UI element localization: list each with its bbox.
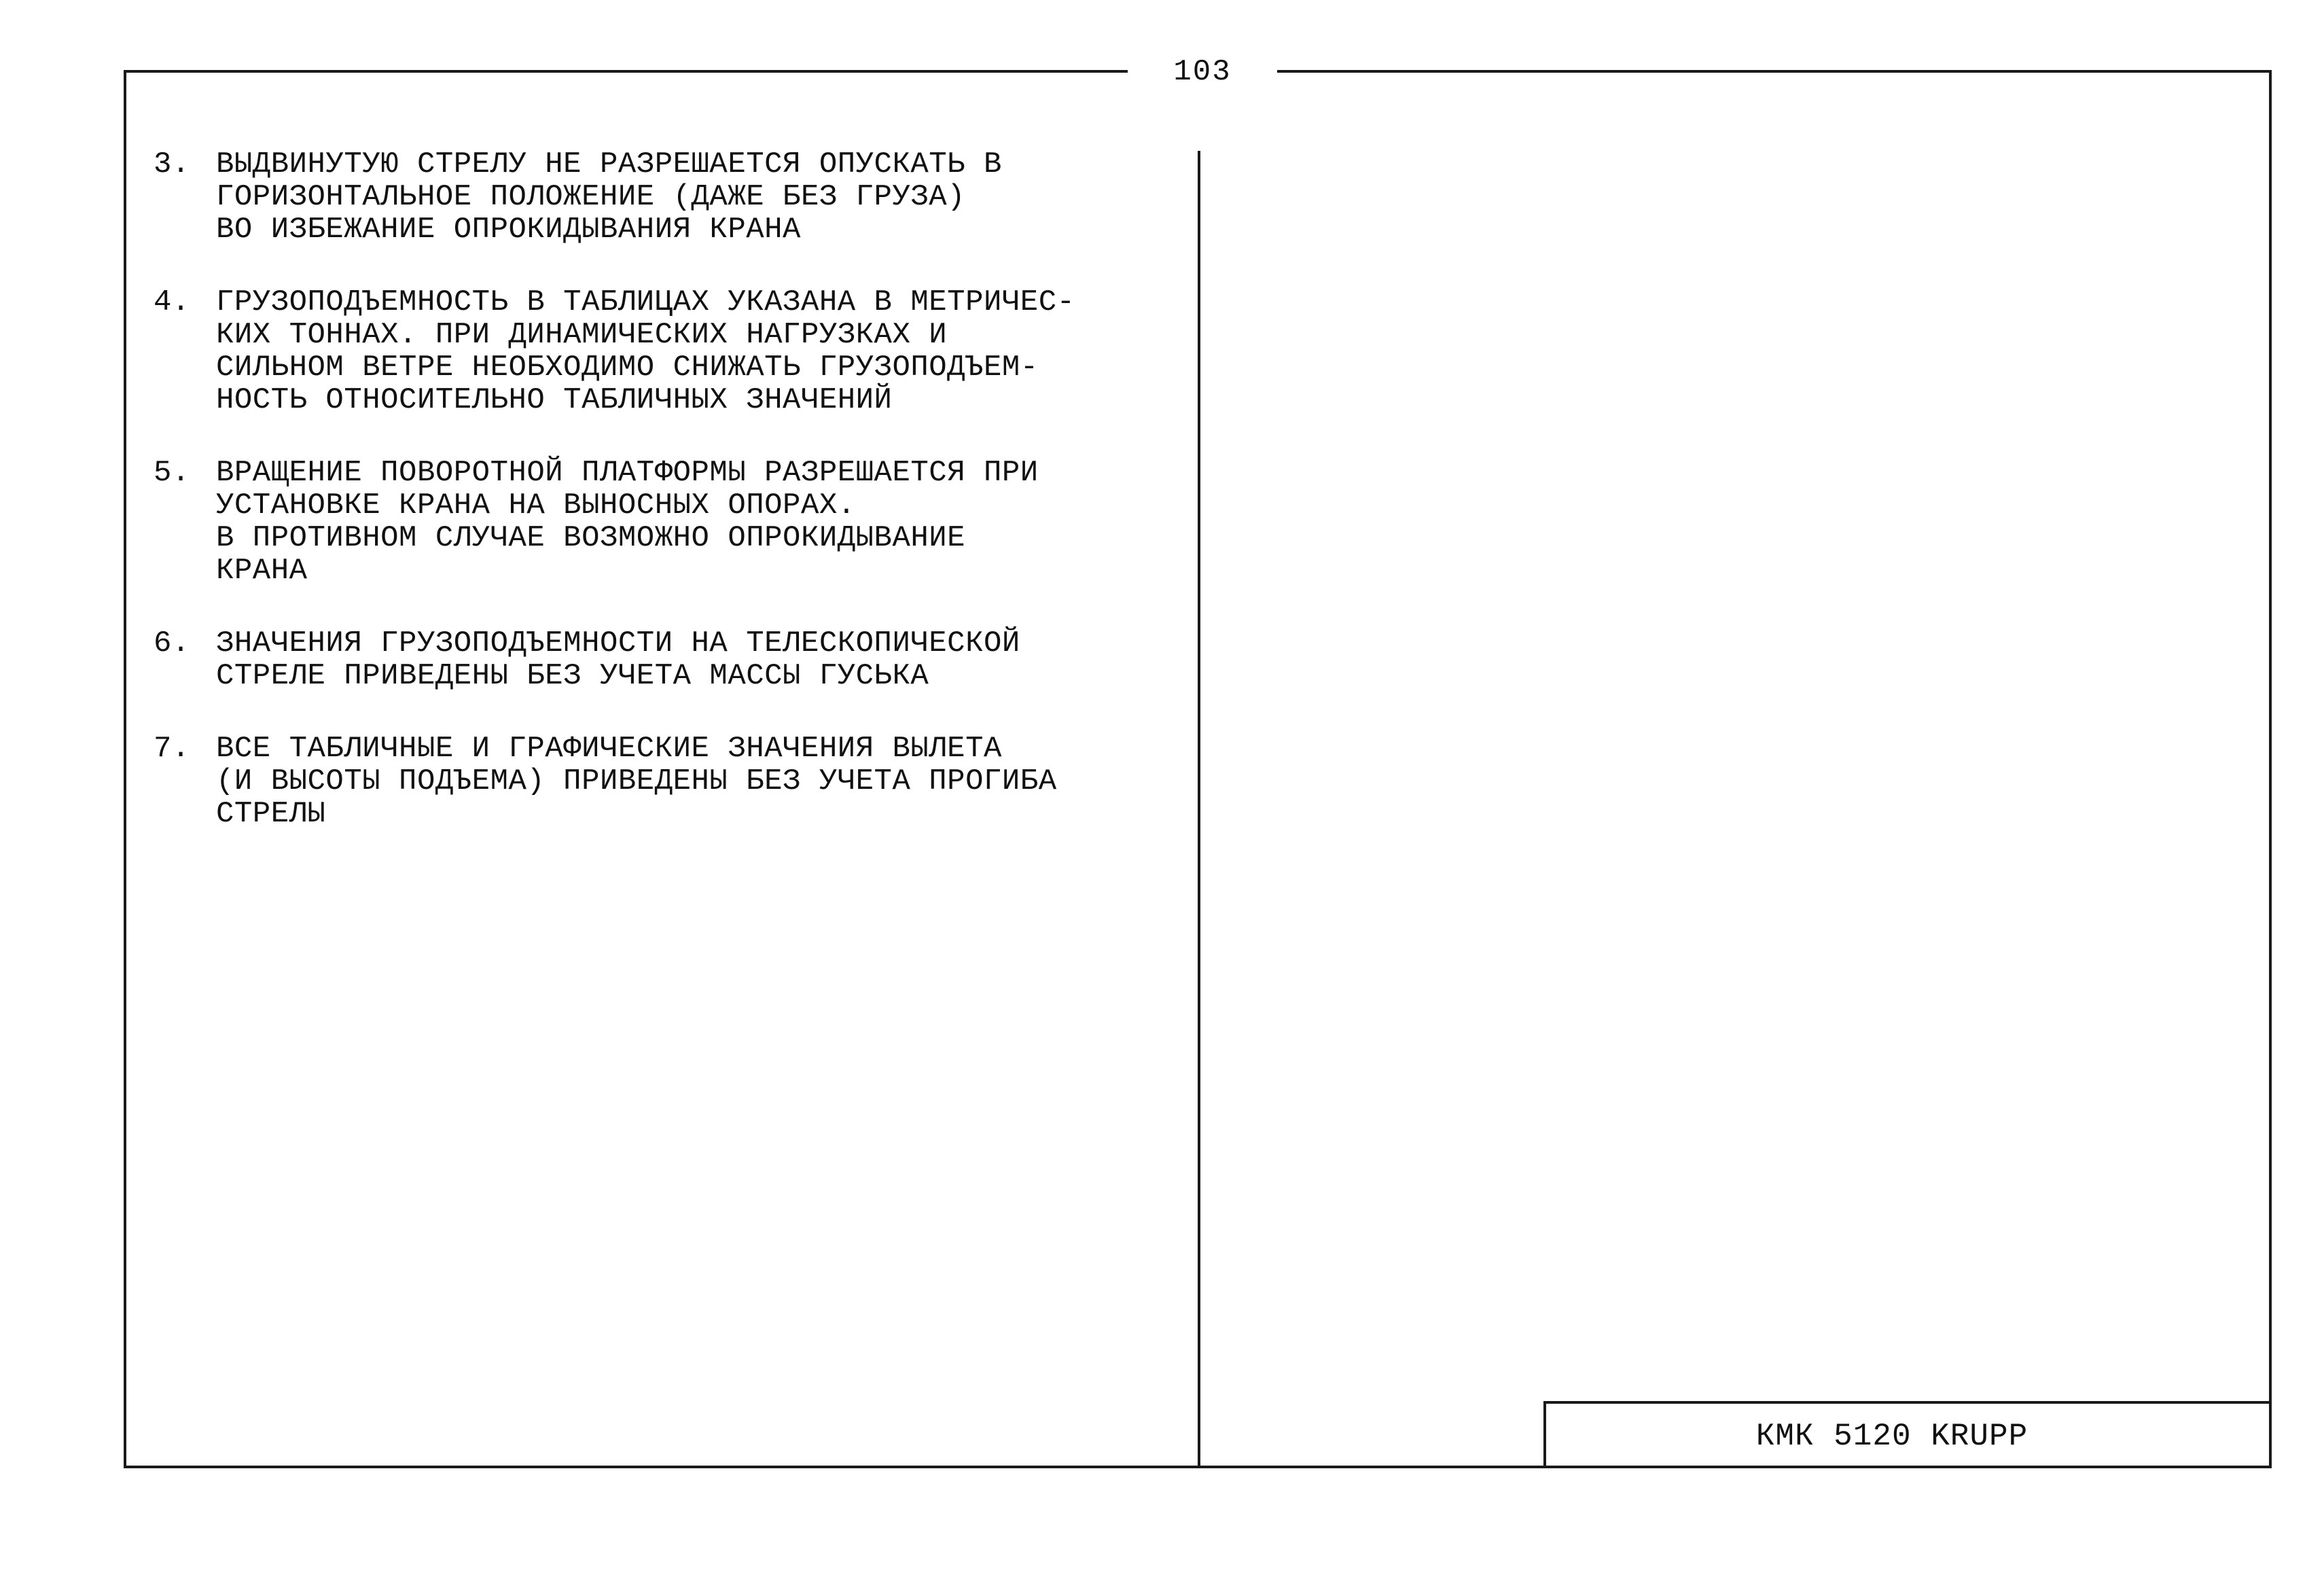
note-item-6 bbox=[154, 627, 1193, 692]
note-number: 7. bbox=[154, 732, 190, 766]
note-item-7 bbox=[154, 732, 1193, 830]
title-block bbox=[1543, 1401, 2272, 1468]
note-item-3 bbox=[154, 148, 1193, 246]
model-label: КМК 5120 KRUPP bbox=[1755, 1418, 2028, 1454]
note-text: ВЫДВИНУТУЮ СТРЕЛУ НЕ РАЗРЕШАЕТСЯ ОПУСКАТЬ В ГОРИЗОНТАЛЬНОЕ ПОЛОЖЕНИЕ (ДАЖЕ БЕЗ ГРУЗА) ВО ИЗБЕЖАНИЕ ОПРОКИДЫВАНИЯ КРАНА bbox=[216, 147, 1002, 247]
note-text: ЗНАЧЕНИЯ ГРУЗОПОДЪЕМНОСТИ НА ТЕЛЕСКОПИЧЕСКОЙ СТРЕЛЕ ПРИВЕДЕНЫ БЕЗ УЧЕТА МАССЫ ГУСЬКА bbox=[216, 626, 1020, 693]
note-number: 4. bbox=[154, 285, 190, 319]
note-number: 6. bbox=[154, 626, 190, 660]
note-text: ВСЕ ТАБЛИЧНЫЕ И ГРАФИЧЕСКИЕ ЗНАЧЕНИЯ ВЫЛЕТА (И ВЫСОТЫ ПОДЪЕМА) ПРИВЕДЕНЫ БЕЗ УЧЕТА ПРОГИБА СТРЕЛЫ bbox=[216, 732, 1057, 831]
note-number: 5. bbox=[154, 456, 190, 490]
note-number: 3. bbox=[154, 147, 190, 181]
note-item-4 bbox=[154, 286, 1193, 417]
note-text: ГРУЗОПОДЪЕМНОСТЬ В ТАБЛИЦАХ УКАЗАНА В МЕТРИЧЕС- КИХ ТОННАХ. ПРИ ДИНАМИЧЕСКИХ НАГРУЗКАХ И СИЛЬНОМ ВЕТРЕ НЕОБХОДИМО СНИЖАТЬ ГРУЗОПОДЪЕМ- НОСТЬ ОТНОСИТЕЛЬНО ТАБЛИЧНЫХ ЗНАЧЕНИЙ bbox=[216, 285, 1075, 417]
note-item-5 bbox=[154, 457, 1193, 587]
column-divider bbox=[1198, 151, 1200, 1468]
notes-list bbox=[154, 148, 1193, 870]
note-text: ВРАЩЕНИЕ ПОВОРОТНОЙ ПЛАТФОРМЫ РАЗРЕШАЕТСЯ ПРИ УСТАНОВКЕ КРАНА НА ВЫНОСНЫХ ОПОРАХ. В ПРОТИВНОМ СЛУЧАЕ ВОЗМОЖНО ОПРОКИДЫВАНИЕ КРАНА bbox=[216, 456, 1039, 588]
page-number: 103 bbox=[1128, 53, 1277, 91]
